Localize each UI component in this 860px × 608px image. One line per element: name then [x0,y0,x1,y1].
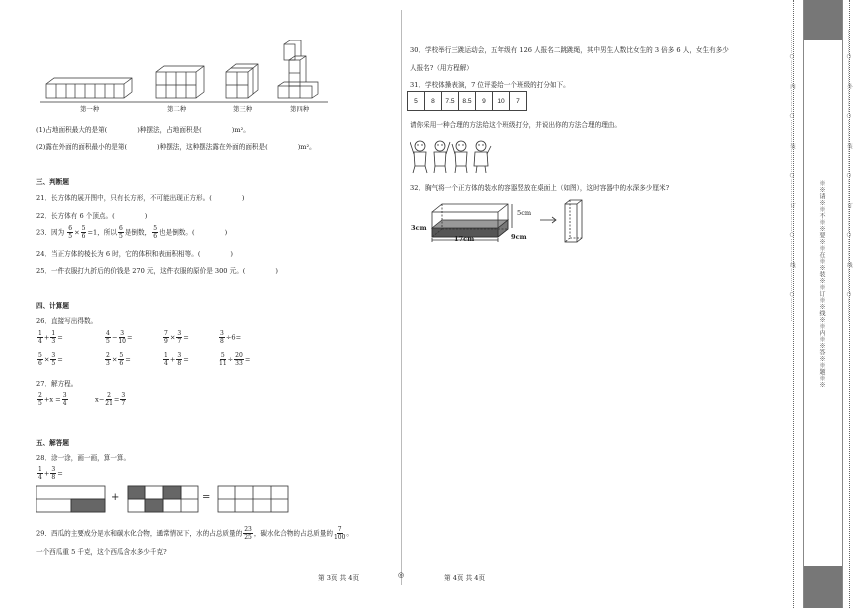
calc-item: $\frac{4}{5}$ − $\frac{3}{10}$ = [106,330,133,345]
binding-note: ※※请※※不※※要※※在※※装※※订※※线※※内※※答※※题※※ [818,180,825,388]
question-30-continued: 人报名?（用方程解） [410,64,473,72]
dimension-length-label: 17cm [454,235,475,243]
question-32: 32．胸气将一个正方体的装水的容器竖放在桌面上（如图），这时容器中的水深多少厘米? [410,184,670,192]
question-30: 30．学校举行三跳运动会，五年级有 126 人报名二跳跳绳，其中男生人数比女生的 3 倍多 6 人，女生有多少 [410,46,729,54]
equals-sign: = [202,492,211,503]
score-cell: 7.5 [442,92,459,111]
section-4-heading: 四、计算题 [36,302,69,310]
shape-label-4: 第四种 [290,105,310,113]
calc-item: $\frac{1}{4}$ + $\frac{3}{8}$ = [164,352,189,367]
question-31: 31．学校体操表演，7 位评委给一个班级的打分如下。 [410,81,570,89]
calc-item: $\frac{3}{8}$ ÷6= [220,330,242,345]
question-29: 29．西瓜的主要成分是水和碳水化合物，通常情况下，水的占总质量的 $\frac{23}{25}$ ，碳水化合物的占总质量的 $\frac{7}{100}$ 。 [36,526,354,541]
score-cell: 8.5 [459,92,476,111]
calc-item: $\frac{7}{9}$ × $\frac{3}{7}$ = [164,330,189,345]
binding-margin [803,0,843,608]
binding-outer-text: …………○…………外…………○…………装…………○…………订…………○…………线…………○………… [846,30,852,322]
equation-2: x− $\frac{2}{21}$ = $\frac{3}{7}$ [95,392,126,407]
page-4-footer: 第 4页 共 4页 [444,574,486,582]
calc-item: $\frac{1}{4}$ + $\frac{1}{3}$ = [38,330,63,345]
score-table [407,91,527,111]
question-21: 21．长方体的展开图中，只有长方形，不可能出现正方形。( ) [36,194,245,202]
binding-bottom-block [804,566,842,608]
footer-circle-icon: ◎ [398,571,405,579]
shape-label-1: 第一种 [80,105,100,113]
dimension-height-label: 5cm [517,209,532,217]
binding-top-block [804,0,842,40]
question-31-instruction: 请你采用一种合理的方法给这个班级打分，并说出你的方法合理的理由。 [410,121,621,129]
question-29-continued: 一个西瓜重 5 千克，这个西瓜含水多少千克? [36,548,167,556]
calc-item: $\frac{5}{11}$ ÷ $\frac{20}{33}$ = [219,352,251,367]
question-25: 25．一件衣服打九折后的价钱是 270 元，这件衣服的原价是 300 元。( ) [36,267,278,275]
shape-label-3: 第三种 [233,105,253,113]
question-22: 22．长方体有 6 个顶点。( ) [36,212,148,220]
score-cell: 8 [425,92,442,111]
question-23: 23．因为 $\frac{6}{5}$ × $\frac{5}{6}$ =1，所以 $\frac{6}{5}$ 是倒数， $\frac{5}{6}$ 也是倒数。( ) [36,225,228,240]
question-fill-1: (1)占地面积最大的是第( )种摆法，占地面积是( )m²。 [36,126,250,134]
question-26: 26．直接写出得数。 [36,317,98,325]
page-divider [401,10,402,585]
fraction-drawing-boxes [36,484,291,514]
question-24: 24．当正方体的棱长为 6 时，它的体积和表面积相等。( ) [36,250,233,258]
dimension-water-depth-label: 3cm [411,224,427,232]
question-28: 28．涂一涂，画一画，算一算。 [36,454,131,462]
page-3-footer: 第 3页 共 4页 [318,574,360,582]
section-3-heading: 三、判断题 [36,178,69,186]
question-fill-2: (2)露在外面的面积最小的是第( )种摆法，这种摆法露在外面的面积是( )m²。 [36,143,316,151]
water-container-figure [410,196,600,246]
question-28-expression: $\frac{1}{4}$ + $\frac{3}{8}$ = [38,466,63,481]
plus-sign: + [111,492,120,503]
judges-illustration [410,136,492,174]
calc-item: $\frac{5}{6}$ × $\frac{3}{5}$ = [38,352,63,367]
question-27: 27．解方程。 [36,380,78,388]
equation-1: $\frac{2}{5}$ +x = $\frac{3}{4}$ [38,392,67,407]
score-cell: 9 [476,92,493,111]
score-cell: 7 [510,92,527,111]
dimension-width-label: 9cm [511,233,527,241]
score-cell: 5 [408,92,425,111]
score-cell: 10 [493,92,510,111]
shape-label-2: 第二种 [167,105,187,113]
section-5-heading: 五、解答题 [36,439,69,447]
binding-inner-text: …………○…………内…………○…………装…………○…………订…………○…………线…………○………… [789,30,795,322]
calc-item: $\frac{2}{3}$ × $\frac{5}{6}$ = [106,352,131,367]
